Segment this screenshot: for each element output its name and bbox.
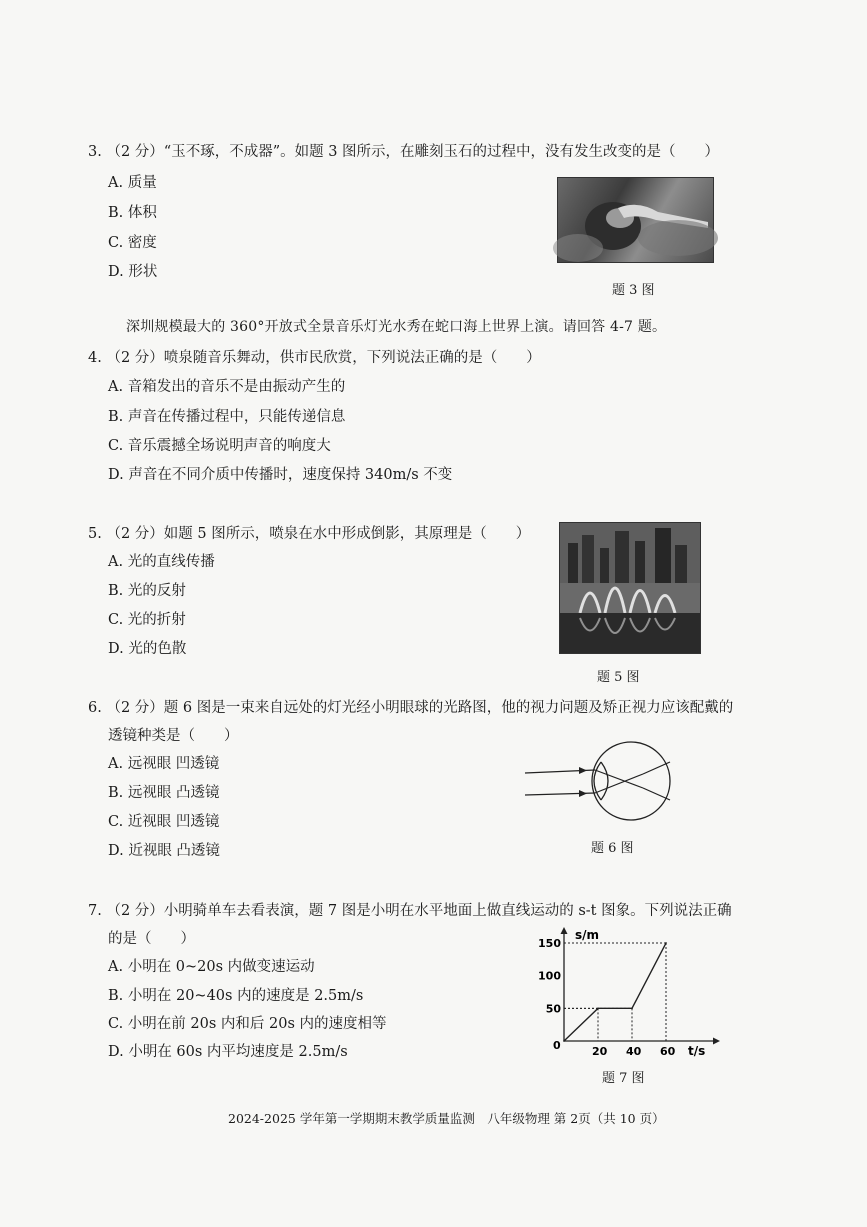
q5-figure-caption: 题 5 图 [597,670,640,685]
q7-option-d: D. 小明在 60s 内平均速度是 2.5m/s [108,1044,348,1060]
x-tick-label: 20 [592,1045,608,1058]
q3-figure-caption: 题 3 图 [612,283,655,298]
q3-option-d: D. 形状 [108,264,158,280]
q7-option-b: B. 小明在 20~40s 内的速度是 2.5m/s [108,988,364,1004]
q4-option-d: D. 声音在不同介质中传播时，速度保持 340m/s 不变 [108,467,453,483]
q3-option-a: A. 质量 [108,175,157,191]
q6-option-d: D. 近视眼 凸透镜 [108,843,220,859]
x-tick-label: 40 [626,1045,642,1058]
st-series-line [564,943,666,1041]
q7-stem-line2: 的是（ ） [108,931,195,947]
q6-option-a: A. 远视眼 凹透镜 [108,756,220,772]
q3-stem: 3. （2 分）“玉不琢，不成器”。如题 3 图所示，在雕刻玉石的过程中，没有发生改变的是（ ） [88,144,720,160]
q4-option-c: C. 音乐震撼全场说明声音的响度大 [108,438,331,454]
q7-figure-caption: 题 7 图 [602,1071,645,1086]
y-tick-label: 150 [538,937,561,951]
q6-stem-line1: 6. （2 分）题 6 图是一束来自远处的灯光经小明眼球的光路图，他的视力问题及矫正视力应该配戴的 [88,700,734,716]
y-axis-label: s/m [575,928,600,942]
q6-option-c: C. 近视眼 凹透镜 [108,814,220,830]
jade-carving-photo [557,177,714,263]
q4-option-a: A. 音箱发出的音乐不是由振动产生的 [108,379,346,395]
section-intro: 深圳规模最大的 360°开放式全景音乐灯光水秀在蛇口海上世界上演。请回答 4-7 题。 [126,319,667,335]
q5-option-b: B. 光的反射 [108,583,186,599]
q4-option-b: B. 声音在传播过程中，只能传递信息 [108,409,346,425]
q3-option-c: C. 密度 [108,235,157,251]
q4-stem: 4. （2 分）喷泉随音乐舞动，供市民欣赏，下列说法正确的是（ ） [88,350,541,366]
q6-option-b: B. 远视眼 凸透镜 [108,785,220,801]
q5-stem: 5. （2 分）如题 5 图所示，喷泉在水中形成倒影，其原理是（ ） [88,526,531,542]
q6-stem-line2: 透镜种类是（ ） [108,728,239,744]
y-tick-label: 100 [538,969,561,983]
q7-stem-line1: 7. （2 分）小明骑单车去看表演，题 7 图是小明在水平地面上做直线运动的 s-t 图象。下列说法正确 [88,903,732,919]
x-axis-label: t/s [688,1044,706,1058]
q5-option-c: C. 光的折射 [108,612,186,628]
q7-option-c: C. 小明在前 20s 内和后 20s 内的速度相等 [108,1016,387,1032]
x-axis-arrow [713,1038,720,1045]
y-axis-arrow [561,927,568,934]
page-footer: 2024-2025 学年第一学期期末教学质量监测 八年级物理 第 2页（共 10 页） [228,1111,665,1126]
q7-option-a: A. 小明在 0~20s 内做变速运动 [108,959,315,975]
x-tick-label: 60 [660,1045,676,1058]
q5-option-d: D. 光的色散 [108,641,187,657]
fountain-reflection-photo [559,522,701,654]
st-graph-chart [538,925,723,1060]
q5-option-a: A. 光的直线传播 [108,554,215,570]
q3-option-b: B. 体积 [108,205,157,221]
eye-light-path-diagram [525,740,675,822]
y-tick-label: 50 [545,1002,561,1016]
origin-label: 0 [553,1039,561,1052]
q6-figure-caption: 题 6 图 [591,841,634,856]
